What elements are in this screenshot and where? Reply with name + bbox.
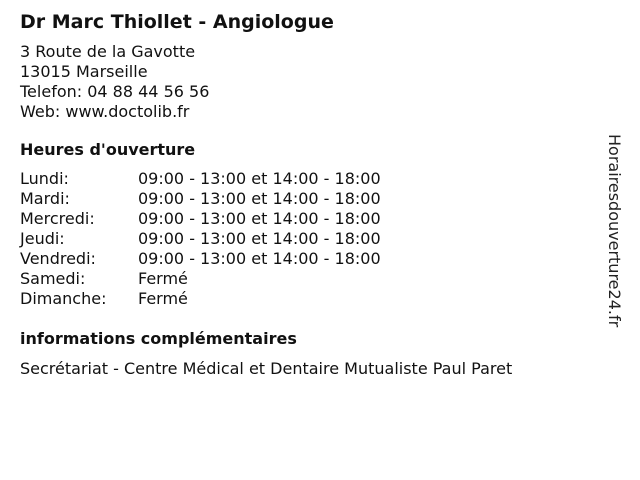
time-range: Fermé [138,289,188,308]
time-range: 09:00 - 13:00 et 14:00 - 18:00 [138,229,381,248]
hours-row [20,249,600,269]
day-label: Jeudi: [20,229,65,248]
listing-card [20,8,600,379]
hours-row [20,209,600,229]
website-link[interactable]: www.doctolib.fr [65,102,190,121]
hours-row [20,189,600,209]
time-range: 09:00 - 13:00 et 14:00 - 18:00 [138,169,381,188]
day-label: Mardi: [20,189,70,208]
website-line [20,102,600,122]
phone-number: Telefon: 04 88 44 56 56 [20,82,210,101]
time-range: 09:00 - 13:00 et 14:00 - 18:00 [138,209,381,228]
address-block [20,42,600,122]
day-label: Lundi: [20,169,69,188]
opening-hours-table [20,169,600,309]
street-address: 3 Route de la Gavotte [20,42,196,61]
day-label: Vendredi: [20,249,96,268]
brand-watermark: Horairesdouverture24.fr [605,134,624,328]
city-address: 13015 Marseille [20,62,148,81]
time-range: 09:00 - 13:00 et 14:00 - 18:00 [138,189,381,208]
hours-row [20,289,600,309]
website-label: Web: [20,102,66,121]
day-label: Mercredi: [20,209,95,228]
opening-hours-heading: Heures d'ouverture [20,140,196,159]
hours-row [20,269,600,289]
day-label: Samedi: [20,269,86,288]
page-title: Dr Marc Thiollet - Angiologue [20,11,334,33]
day-label: Dimanche: [20,289,107,308]
hours-row [20,229,600,249]
time-range: Fermé [138,269,188,288]
hours-row [20,169,600,189]
time-range: 09:00 - 13:00 et 14:00 - 18:00 [138,249,381,268]
additional-info-text: Secrétariat - Centre Médical et Dentaire Mutualiste Paul Paret [20,359,513,378]
additional-info-heading: informations complémentaires [20,329,297,348]
